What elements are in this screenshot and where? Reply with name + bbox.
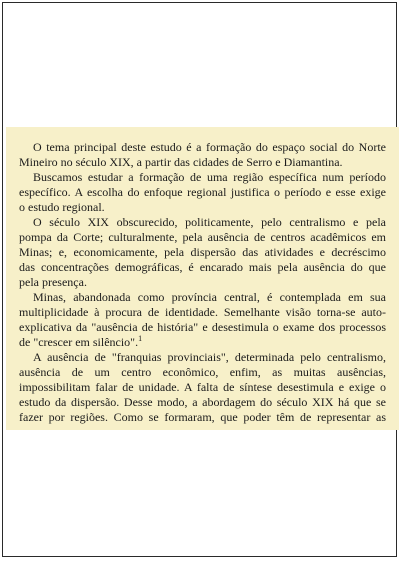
text-line: O tema principal deste estudo é a formação do espaço social do Norte <box>33 140 386 154</box>
footnote-marker: 1 <box>138 334 143 343</box>
text-line: explicativa da "ausência de história" e desestimula o exame dos processos <box>19 320 386 334</box>
text-line: Mineiro no século XIX, a partir das cidades de Serro e Diamantina. <box>19 155 343 169</box>
text-line: específico. A escolha do enfoque regional justifica o período e esse exige <box>19 185 386 199</box>
text-line: multiplicidade à procura de identidade. Semelhante visão torna-se auto- <box>19 305 386 319</box>
text-line: Minas; e, economicamente, pela dispersão das atividades e decréscimo <box>19 245 386 259</box>
text-line: ausência de um centro econômico, enfim, as muitas ausências, <box>19 365 386 379</box>
text-line: impossibilitam falar de unidade. A falta de síntese desestimula e exige o <box>19 380 386 394</box>
text-line: estudo da dispersão. Desse modo, a abordagem do século XIX há que se <box>19 395 386 409</box>
text-line: das concentrações demográficas, é encarado mais pela ausência do que <box>19 260 386 274</box>
text-line: O século XIX obscurecido, politicamente, pelo centralismo e pela <box>33 215 386 229</box>
text-line: fazer por regiões. Como se formaram, que poder têm de representar as <box>19 410 386 424</box>
text-line: pela presença. <box>19 275 87 289</box>
text-line: pompa da Corte; culturalmente, pela ausência de centros acadêmicos em <box>19 230 386 244</box>
text-line: Buscamos estudar a formação de uma região específica num período <box>33 170 386 184</box>
text-line: A ausência de "franquias provinciais", determinada pelo centralismo, <box>33 350 386 364</box>
text-line <box>19 335 386 350</box>
text-line: Minas, abandonada como província central, é contemplada em sua <box>33 290 386 304</box>
body-text <box>19 140 386 425</box>
text-line: o estudo regional. <box>19 200 105 214</box>
text-line-content: de "crescer em silêncio". <box>19 335 139 349</box>
